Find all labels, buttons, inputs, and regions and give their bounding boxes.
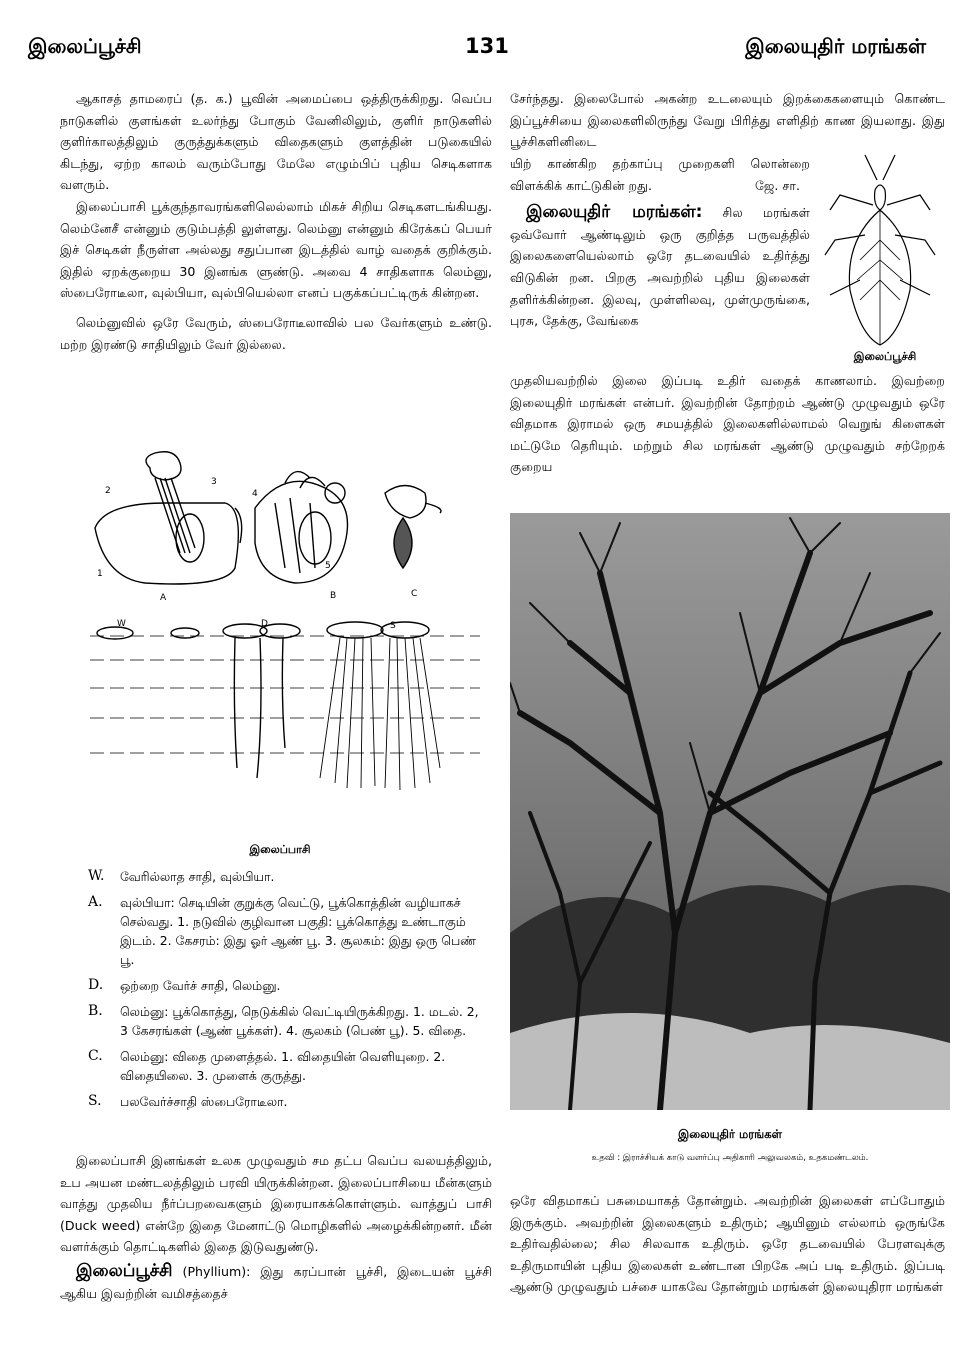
label-D: D [261,619,268,629]
duckweed-illustration [85,448,485,838]
label-S: S [390,621,396,631]
figure-caption-duckweed: இலைப்பாசி [249,843,311,856]
paragraph-insect-defense [510,153,810,196]
right-column-top [510,88,945,153]
insect-head [875,185,886,210]
label-A: A [160,593,167,603]
deciduous-trees-photo [510,513,950,1110]
right-column-continued [510,370,945,478]
legend-row [88,1047,483,1085]
label-4: 4 [252,489,258,499]
figure-legend [88,867,483,1118]
insect-veins [857,210,903,345]
label-1: 1 [97,569,103,579]
paragraph-distribution: இலைப்பாசி இனங்கள் உலக முழுவதும் சம தட்ப வெப்ப வலயத்திலும், உப அயன மண்டலத்திலும் பரவி யிருக்கின்றன. இலைப்பாசியை மீன்களும் வாத்து முதலிய நீர்ப்பறவைகளும் இரையாகக்கொள்ளும். வாத்துப் பாசி (Duck weed) என்றே இதை மேனாட்டு மொழிகளில் அழைக்கின்றனர். மீன் வளர்க்கும் தொட்டிகளில் இதை இடுவதுண்டு. [60,1153,492,1255]
plant-d-roots [234,638,285,778]
fig-a-stamen-lines [155,478,195,553]
water-lines [90,636,480,753]
entry-title-deciduous: இலையுதிர் மரங்கள்: [526,202,703,223]
insect-defense-text: யிற் காண்கிற தற்காப்பு முறைகளி லொன்றை விளக்கிக் காட்டுகின் றது. [510,156,810,193]
legend-key: C. [88,1048,103,1064]
legend-text: லெம்னு: விதை முளைத்தல். 1. விதையின் வெளியுறை. 2. விதையிலை. 3. முளைக் குருத்து. [120,1049,446,1083]
legend-key: D. [88,977,104,993]
fig-b-stamens [275,472,325,573]
legend-row [88,1002,483,1040]
running-head-left: இலைப்பூச்சி [28,34,142,58]
right-column-bottom [510,1190,945,1298]
paragraph-roots: லெம்னுவில் ஒரே வேரும், ஸ்பைரோடீலாவில் பல வேர்களும் உண்டு. மற்ற இரண்டு சாதியிலும் வேர் இல்லை. [60,314,492,352]
legend-key: A. [88,894,103,910]
running-head-right: இலையுதிர் மரங்கள் [745,34,926,58]
insect-antennae [865,155,895,180]
label-3: 3 [211,477,217,487]
label-2: 2 [105,486,111,496]
right-column-wrap [510,153,810,332]
legend-text: லெம்னு: பூக்கொத்து, நெடுக்கில் வெட்டியிருக்கிறது. 1. மடல். 2, 3 கேசரங்கள் (ஆண் பூக்கள்). 4. சூலகம் (பெண் பூ). 5. விதை. [120,1004,479,1038]
left-column-top [60,88,492,355]
paragraph-deciduous-b: முதலியவற்றில் இலை இப்படி உதிர் வதைக் காணலாம். இவற்றை இலையுதிர் மரங்கள் என்பர். இவற்றின் தோற்றம் ஆண்டு முழுவதும் ஒரே விதமாக இராமல் ஒரு சமயத்தில் இலைகளில்லாமல் வெறுங் கிளைகள் மட்டுமே தெரியும். மற்றும் சில மரங்கள் ஆண்டு முழுவதும் சற்றேறக் குறைய [510,373,945,475]
page-number: 131 [465,34,509,58]
plant-s2 [381,622,429,638]
entry-title-phyllium: இலைப்பூச்சி [76,1260,173,1281]
fig-a-bud [146,452,181,480]
label-B: B [330,591,337,601]
legend-key: B. [88,1003,103,1019]
left-column-bottom [60,1150,492,1304]
fig-c-seed-top [385,486,426,519]
deciduous-text-a: சில மரங்கள் ஒவ்வோர் ஆண்டிலும் ஒரு குறித்த பருவத்தில் இலைகளையெல்லாம் ஒரே தடவையில் உதிர்த்து விடுகின் றன. பிறகு அவற்றில் புதிய இலைகள் தளிர்க்கின்றன. இலவு, முள்ளிலவு, முள்முருங்கை, புரசு, தேக்கு, வேங்கை [510,205,810,329]
fig-c-sprout [425,503,441,513]
plant-w2 [171,628,199,638]
figure-caption-insect: இலைப்பூச்சி [853,350,917,363]
phyllium-text: இது கரப்பான் பூச்சி, இடையன் பூச்சி ஆகிய இவற்றின் வமிசத்தைச் [60,1263,492,1301]
paragraph-evergreen: ஒரே விதமாகப் பசுமையாகத் தோன்றும். அவற்றின் இலைகள் எப்போதும் இருக்கும். அவற்றின் இலைகளும் உதிரும்; ஆயினும் எல்லாம் ஒருங்கே உதிர்வதில்லை; சில சிலவாக உதிரும். ஒரே தடவையில் பேரளவுக்கு உதிருமாயின் புதிய இலைகள் உண்டான பிறகே அப் படி உதிரும். இப்படி ஆண்டு முழுவதும் பச்சை யாகவே தோன்றும் மரங்கள் இலையுதிரா மரங்கள் [510,1193,945,1295]
paragraph-insect-cont: சேர்ந்தது. இலைபோல் அகன்ற உடலையும் இறக்கைகளையும் கொண்ட இப்பூச்சியை இலைகளிலிருந்து வேறு பிரித்து எளிதிற் காண இயலாது. இது பூச்சிகளினிடை [510,91,945,150]
legend-row [88,867,483,886]
photo-credit: உதவி : இராச்சியக் காடு வளர்ப்பு அதிகாரி அலுவலகம், உதகமண்டலம். [591,1153,869,1163]
legend-key: S. [88,1093,102,1109]
legend-text: பலவேர்ச்சாதி ஸ்பைரோடீலா. [120,1094,288,1109]
legend-row [88,1092,483,1111]
paragraph-lemnaceae: இலைப்பாசி பூக்குந்தாவரங்களிலெல்லாம் மிகச் சிறிய செடிகளடங்கியது. லெம்னேசீ என்னும் குடும்பத்தி லுள்ளது. லெம்னு என்னும் கிரேக்கப் பெயர் இச் செடிகள் நீருள்ள அல்லது சதுப்பான இடத்தில் வாழ் வதைக் குறிக்கும். இதில் ஏறக்குறைய 30 இனங்க ளுண்டு. அவை 4 சாதிகளாக லெம்னு, ஸ்பைரோடீலா, வுல்பியா, வுல்பியெல்லா எனப் பகுக்கப்பட்டிருக் கின்றன. [60,198,492,301]
plant-s1 [327,622,383,638]
label-C: C [411,589,418,599]
label-W: W [117,619,126,629]
paragraph-phyllium [60,1261,492,1304]
photo-caption: இலையுதிர் மரங்கள் [678,1127,782,1141]
label-5: 5 [325,561,331,571]
author-initials: ஜே. சா. [754,177,800,193]
legend-row [88,976,483,995]
plant-w1 [97,627,133,639]
legend-text: வேரில்லாத சாதி, வுல்பியா. [120,869,275,884]
fig-b-ovary [299,512,331,564]
legend-key: W. [88,868,105,884]
paragraph-deciduous-a [510,202,810,332]
fig-b-outline [255,481,348,583]
paragraph-lotus: ஆகாசத் தாமரைப் (த. க.) பூவின் அமைப்பை ஒத்திருக்கிறது. வெப்ப நாடுகளில் குளங்கள் உலர்ந்து போகும் வேனிலிலும், குளிர் நாடுகளில் குளிர்காலத்திலும் குருத்துக்களும் விதைகளும் குளத்தின் படுகையில் கிடந்து, ஏற்ற காலம் வரும்போது மேலே எழும்பிப் புதிய செடிகளாக வளரும். [60,91,492,193]
leaf-insect-illustration [815,150,945,355]
fig-b-anther [325,483,345,503]
legend-row [88,893,483,969]
fig-c-seed [394,518,412,568]
legend-text: ஒற்றை வேர்ச் சாதி, லெம்னு. [120,978,281,993]
plant-s-roots [320,638,440,790]
latin-name: (Phyllium): [182,1263,251,1279]
legend-text: வுல்பியா: செடியின் குறுக்கு வெட்டு, பூக்கொத்தின் வழியாகச் செல்வது. 1. நடுவில் குழிவான பகுதி: பூக்கொத்து உண்டாகும் இடம். 2. கேசரம்: இது ஓர் ஆண் பூ. 3. சூலகம்: இது ஒரு பெண் பூ. [120,895,476,967]
